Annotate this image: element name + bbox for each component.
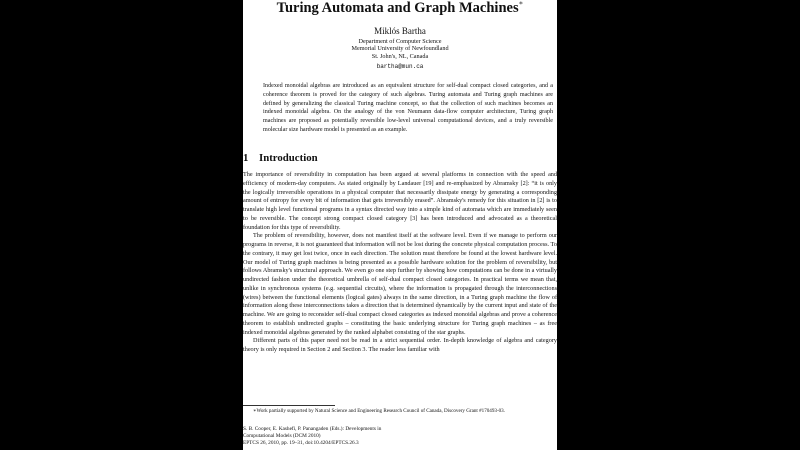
footnote-rule: [243, 405, 335, 406]
body-paragraph: Different parts of this paper need not be read in a strict sequential order. In-depth knowledge of algebra and category theory is only required in Section 2 and Section 3. The reader less familiar with: [243, 337, 557, 353]
section-heading: [243, 151, 318, 165]
affiliation-university: Memorial University of Newfoundland: [351, 45, 449, 53]
section-body: [243, 171, 557, 355]
title-footnote-mark: ∗: [518, 0, 524, 7]
author-email: bartha@mun.ca: [376, 62, 424, 70]
body-paragraph: The importance of reversibility in computation has been argued at several platforms in connection with the speed and efficiency of modern-day computers. As stated originally by Landauer [19] and re-emphasized by Abramsky [2]: “it is only the logically irreversible operations in a physical computer that necessarily dissipate energy by generating a corresponding amount of entropy for every bit of information that gets irreversibly erased”. Abramsky's remedy for this situation in [2] is to translate high level functional programs in a syntax directed way into a simple kind of automata which are immediately seen to be reversible. The concept strong compact closed category [3] has been introduced and advocated as a theoretical foundation for this type of reversibility.: [243, 171, 557, 231]
publication-citation: [243, 426, 443, 447]
body-paragraph: The problem of reversibility, however, does not manifest itself at the software level. Even if we manage to perform our programs in reverse, it is not guaranteed that information will not be lost during the concrete physical computation process. To the contrary, it may get lost twice, once in each direction. The solution must therefore be found at the lowest hardware level. Our model of Turing graph machines is being presented as a possible hardware solution for the problem of reversibility, but follows Abramsky's structural approach. We even go one step further by showing how computations can be done in a virtually undirected fashion under the theoretical umbrella of self-dual compact closed categories. In practical terms we mean that, unlike in synchronous systems (e.g. sequential circuits), where the information is propagated through the interconnections (wires) between the functional elements (logical gates) always in the same direction, in a Turing graph machine the flow of information along these interconnections takes a direction that is determined dynamically by the current input and state of the machine. We are going to reconsider self-dual compact closed categories as indexed monoidal algebras and prove a coherence theorem to establish undirected graphs – constituting the basic underlying structure for Turing graph machines – as free indexed monoidal algebras generated by the ranked alphabet consisting of the star graphs.: [243, 232, 557, 336]
author-name: Miklós Bartha: [374, 26, 426, 36]
citation-line: EPTCS 26, 2010, pp. 19–31, doi:10.4204/EPTCS.26.3: [243, 440, 359, 446]
paper-page: [243, 0, 557, 450]
section-number: 1: [243, 152, 249, 164]
citation-line: Computational Models (DCM 2010): [243, 433, 321, 439]
paper-title: Turing Automata and Graph Machines∗: [276, 0, 524, 16]
affiliation-department: Department of Computer Science: [358, 38, 442, 45]
section-title: Introduction: [259, 152, 318, 164]
author-affiliation: [243, 38, 557, 70]
abstract: Indexed monoidal algebras are introduced as an equivalent structure for self-dual compact closed categories, and a coherence theorem is proved for the category of such algebras. Turing automata and Turing graph machines are defined by generalizing the classical Turing machine concept, so that the collection of such machines becomes an indexed monoidal algebra. On the analogy of the von Neumann data-flow computer architecture, Turing graph machines are proposed as potentially reversible low-level universal computational devices, and a truly reversible molecular size hardware model is presented as an example.: [263, 83, 553, 133]
affiliation-location: St. John's, NL, Canada: [371, 52, 429, 60]
footnote: ∗Work partially supported by Natural Science and Engineering Research Council of Canada, Discovery Grant #170493-03.: [253, 408, 506, 414]
citation-line: S. B. Cooper, E. Kashefi, P. Panangaden (Eds.): Developments in: [243, 426, 382, 432]
